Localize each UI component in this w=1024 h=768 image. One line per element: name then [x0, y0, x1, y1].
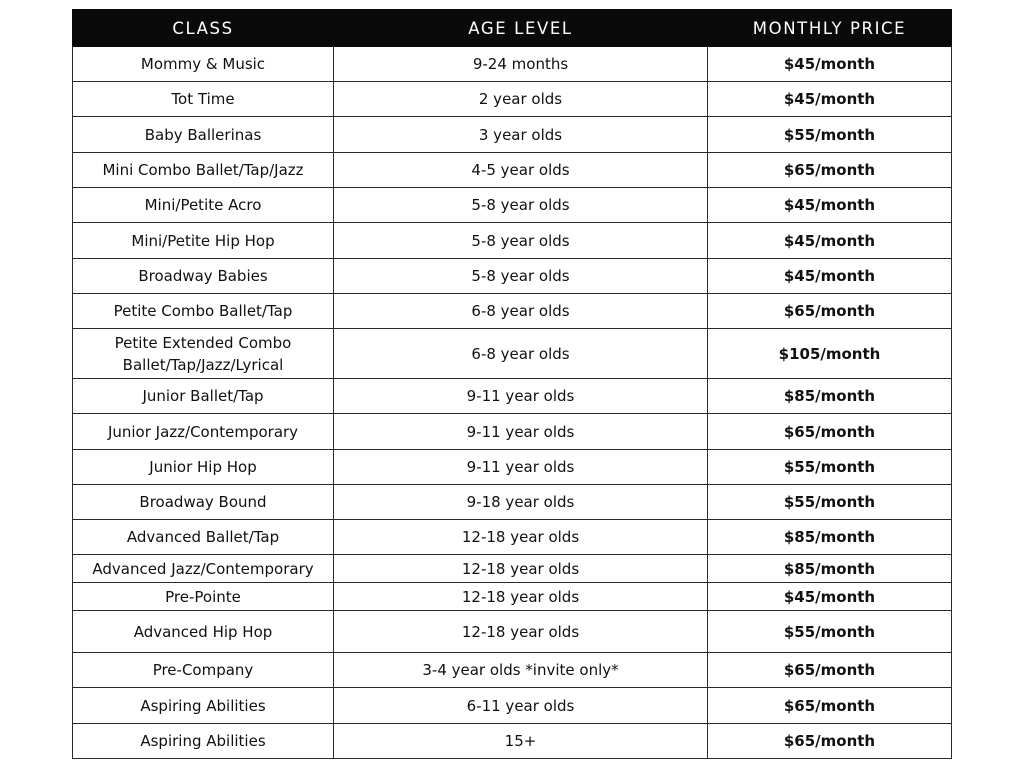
- age-cell: 9-11 year olds: [334, 450, 708, 485]
- header-row: [73, 10, 952, 47]
- class-cell: Advanced Jazz/Contemporary: [73, 555, 334, 583]
- price-cell: $55/month: [708, 485, 952, 520]
- table-row: [73, 47, 952, 82]
- price-cell: $65/month: [708, 653, 952, 688]
- table-row: [73, 450, 952, 485]
- class-cell: Mini/Petite Hip Hop: [73, 223, 334, 259]
- age-cell: 3-4 year olds *invite only*: [334, 653, 708, 688]
- age-cell: 6-11 year olds: [334, 688, 708, 724]
- class-cell: Pre-Company: [73, 653, 334, 688]
- age-cell: 2 year olds: [334, 82, 708, 117]
- table-row: [73, 153, 952, 188]
- table-row: [73, 223, 952, 259]
- price-cell: $45/month: [708, 583, 952, 611]
- price-cell: $85/month: [708, 379, 952, 414]
- age-cell: 3 year olds: [334, 117, 708, 153]
- table-row: [73, 188, 952, 223]
- age-cell: 9-11 year olds: [334, 379, 708, 414]
- price-cell: $65/month: [708, 294, 952, 329]
- age-cell: 4-5 year olds: [334, 153, 708, 188]
- class-cell: Mommy & Music: [73, 47, 334, 82]
- price-cell: $85/month: [708, 520, 952, 555]
- table-row: [73, 117, 952, 153]
- price-cell: $45/month: [708, 259, 952, 294]
- age-cell: 12-18 year olds: [334, 520, 708, 555]
- header-class: CLASS: [73, 10, 334, 47]
- class-cell: Broadway Bound: [73, 485, 334, 520]
- price-cell: $45/month: [708, 82, 952, 117]
- price-cell: $45/month: [708, 188, 952, 223]
- class-cell: Tot Time: [73, 82, 334, 117]
- price-cell: $65/month: [708, 414, 952, 450]
- price-cell: $105/month: [708, 329, 952, 379]
- age-cell: 5-8 year olds: [334, 259, 708, 294]
- table-row: [73, 82, 952, 117]
- table-row: [73, 294, 952, 329]
- price-cell: $45/month: [708, 47, 952, 82]
- price-cell: $65/month: [708, 153, 952, 188]
- class-cell: Petite Extended Combo Ballet/Tap/Jazz/Lyrical: [73, 329, 334, 379]
- table-row: [73, 555, 952, 583]
- price-cell: $45/month: [708, 223, 952, 259]
- class-pricing-table: [72, 9, 952, 759]
- header-monthly-price: MONTHLY PRICE: [708, 10, 952, 47]
- table-row: [73, 583, 952, 611]
- class-cell: Junior Hip Hop: [73, 450, 334, 485]
- age-cell: 6-8 year olds: [334, 294, 708, 329]
- age-cell: 9-11 year olds: [334, 414, 708, 450]
- table-row: [73, 611, 952, 653]
- age-cell: 12-18 year olds: [334, 583, 708, 611]
- class-cell: Aspiring Abilities: [73, 688, 334, 724]
- table-row: [73, 414, 952, 450]
- class-cell: Mini/Petite Acro: [73, 188, 334, 223]
- table-row: [73, 688, 952, 724]
- age-cell: 15+: [334, 724, 708, 759]
- price-cell: $85/month: [708, 555, 952, 583]
- price-cell: $65/month: [708, 724, 952, 759]
- table-row: [73, 520, 952, 555]
- class-cell: Petite Combo Ballet/Tap: [73, 294, 334, 329]
- price-cell: $55/month: [708, 611, 952, 653]
- class-cell: Junior Jazz/Contemporary: [73, 414, 334, 450]
- age-cell: 5-8 year olds: [334, 188, 708, 223]
- header-age-level: AGE LEVEL: [334, 10, 708, 47]
- table-row: [73, 379, 952, 414]
- age-cell: 5-8 year olds: [334, 223, 708, 259]
- class-cell: Advanced Ballet/Tap: [73, 520, 334, 555]
- price-cell: $55/month: [708, 117, 952, 153]
- price-cell: $65/month: [708, 688, 952, 724]
- class-cell: Broadway Babies: [73, 259, 334, 294]
- class-cell: Advanced Hip Hop: [73, 611, 334, 653]
- age-cell: 9-24 months: [334, 47, 708, 82]
- age-cell: 12-18 year olds: [334, 555, 708, 583]
- age-cell: 12-18 year olds: [334, 611, 708, 653]
- class-cell: Pre-Pointe: [73, 583, 334, 611]
- table-row: [73, 653, 952, 688]
- table-row: [73, 259, 952, 294]
- class-cell: Aspiring Abilities: [73, 724, 334, 759]
- table-row: [73, 724, 952, 759]
- class-pricing-table-container: [72, 9, 951, 759]
- table-body: [73, 47, 952, 759]
- table-row: [73, 485, 952, 520]
- class-cell: Baby Ballerinas: [73, 117, 334, 153]
- class-cell: Mini Combo Ballet/Tap/Jazz: [73, 153, 334, 188]
- price-cell: $55/month: [708, 450, 952, 485]
- class-cell: Junior Ballet/Tap: [73, 379, 334, 414]
- table-row: [73, 329, 952, 379]
- age-cell: 9-18 year olds: [334, 485, 708, 520]
- table-header: [73, 10, 952, 47]
- age-cell: 6-8 year olds: [334, 329, 708, 379]
